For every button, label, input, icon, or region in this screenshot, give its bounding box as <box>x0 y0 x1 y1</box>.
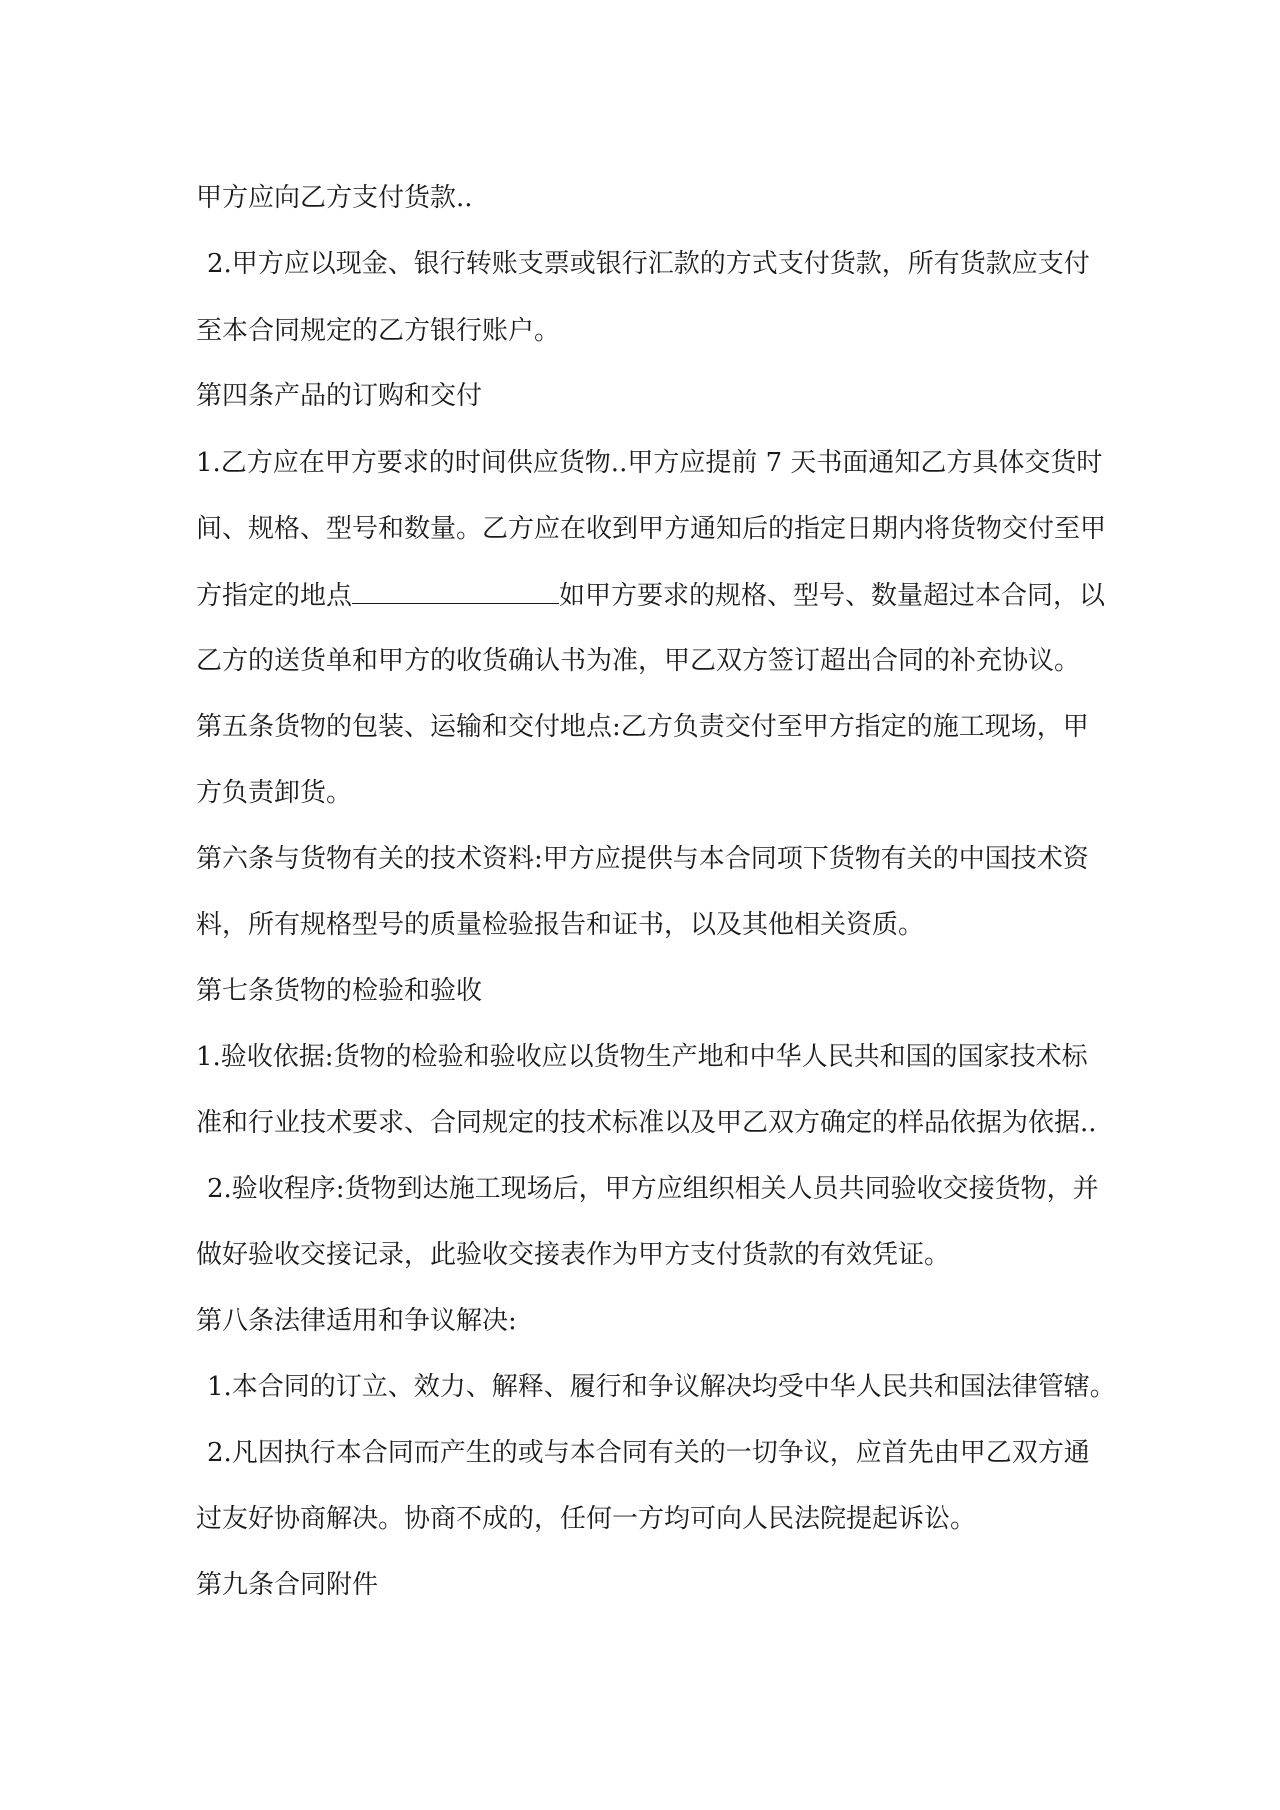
section-heading: 第八条法律适用和争议解决: <box>196 1306 517 1336</box>
section-heading: 第四条产品的订购和交付 <box>196 381 483 411</box>
paragraph-line: 方负责卸货。 <box>196 778 353 808</box>
paragraph-text: 方指定的地点 <box>196 581 353 611</box>
section-heading: 第五条货物的包装、运输和交付地点:乙方负责交付至甲方指定的施工现场，甲 <box>196 712 1089 742</box>
paragraph-text: 如甲方要求的规格、型号、数量超过本合同，以 <box>559 581 1106 611</box>
paragraph-line: 做好验收交接记录，此验收交接表作为甲方支付货款的有效凭证。 <box>196 1240 951 1270</box>
fill-in-blank <box>352 577 559 604</box>
paragraph-line: 甲方应向乙方支付货款.. <box>196 183 473 213</box>
paragraph-line: 2.甲方应以现金、银行转账支票或银行汇款的方式支付货款，所有货款应支付 <box>207 249 1090 279</box>
paragraph-line: 过友好协商解决。协商不成的，任何一方均可向人民法院提起诉讼。 <box>196 1504 977 1534</box>
paragraph-line: 1.本合同的订立、效力、解释、履行和争议解决均受中华人民共和国法律管辖。 <box>207 1372 1116 1402</box>
paragraph-line: 2.凡因执行本合同而产生的或与本合同有关的一切争议，应首先由甲乙双方通 <box>207 1438 1090 1468</box>
paragraph-line: 1.验收依据:货物的检验和验收应以货物生产地和中华人民共和国的国家技术标 <box>196 1042 1088 1072</box>
paragraph-line: 2.验收程序:货物到达施工现场后，甲方应组织相关人员共同验收交接货物，并 <box>207 1174 1099 1204</box>
paragraph-line: 乙方的送货单和甲方的收货确认书为准，甲乙双方签订超出合同的补充协议。 <box>196 646 1081 676</box>
paragraph-line: 1.乙方应在甲方要求的时间供应货物..甲方应提前 7 天书面通知乙方具体交货时 <box>196 448 1103 478</box>
section-heading: 第六条与货物有关的技术资料:甲方应提供与本合同项下货物有关的中国技术资 <box>196 844 1089 874</box>
section-heading: 第七条货物的检验和验收 <box>196 976 483 1006</box>
paragraph-line: 准和行业技术要求、合同规定的技术标准以及甲乙双方确定的样品依据为依据.. <box>196 1108 1097 1138</box>
paragraph-line: 间、规格、型号和数量。乙方应在收到甲方通知后的指定日期内将货物交付至甲 <box>196 514 1107 544</box>
paragraph-line: 至本合同规定的乙方银行账户。 <box>196 316 561 346</box>
paragraph-line: 料，所有规格型号的质量检验报告和证书，以及其他相关资质。 <box>196 910 925 940</box>
section-heading: 第九条合同附件 <box>196 1570 379 1600</box>
paragraph-line-with-blank <box>196 577 1105 613</box>
